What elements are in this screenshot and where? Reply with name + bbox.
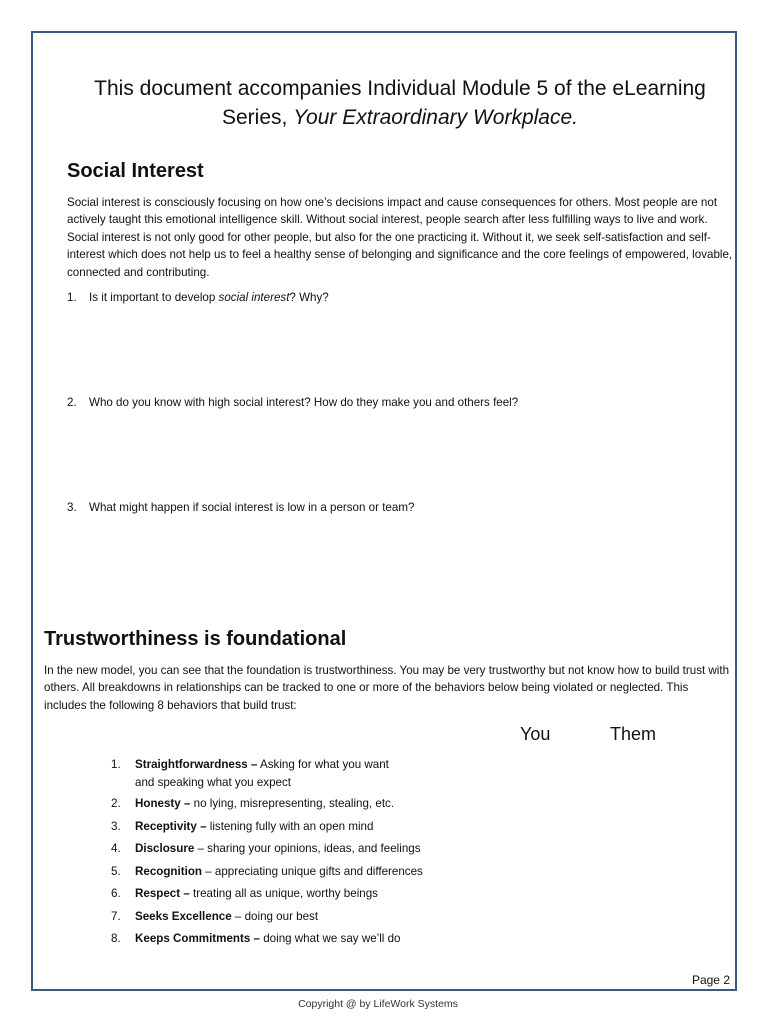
trust-heading: Trustworthiness is foundational <box>44 628 347 650</box>
behavior-description: – sharing your opinions, ideas, and feelings <box>194 842 421 855</box>
question-number: 1. <box>67 291 77 304</box>
behavior-item <box>111 885 471 903</box>
behavior-name: Receptivity – <box>135 819 207 833</box>
question-number: 3. <box>67 501 77 514</box>
behavior-description: listening fully with an open mind <box>206 819 374 833</box>
behavior-description: treating all as unique, worthy beings <box>189 887 378 900</box>
behavior-item <box>111 795 471 813</box>
question-number: 2. <box>67 396 77 409</box>
column-header-them: Them <box>610 724 657 744</box>
intro-series-label: Series, <box>222 106 294 129</box>
column-header-you: You <box>520 724 551 744</box>
behavior-name: Honesty – <box>135 797 191 810</box>
intro-text <box>60 74 740 132</box>
behavior-item <box>111 930 471 948</box>
behavior-number: 6. <box>111 887 121 900</box>
question-2 <box>67 395 518 411</box>
behavior-name: Respect – <box>135 887 190 900</box>
behavior-description: doing what we say we’ll do <box>260 932 401 945</box>
behavior-item <box>111 863 471 881</box>
behavior-description: no lying, misrepresenting, stealing, etc. <box>190 797 395 810</box>
question-text: Who do you know with high social interest? How do they make you and others feel? <box>89 396 519 409</box>
behavior-item <box>111 908 471 926</box>
behavior-number: 2. <box>111 797 121 810</box>
intro-line-2 <box>60 103 740 132</box>
behavior-item <box>111 840 471 858</box>
behavior-description: – appreciating unique gifts and differences <box>201 864 423 878</box>
social-interest-heading: Social Interest <box>67 160 204 182</box>
copyright-footer: Copyright @ by LifeWork Systems <box>298 998 458 1010</box>
question-emphasis: social interest <box>218 291 290 304</box>
behavior-name: Keeps Commitments – <box>135 932 260 945</box>
behavior-name: Seeks Excellence <box>135 909 232 923</box>
question-text: What might happen if social interest is low in a person or team? <box>89 501 415 514</box>
intro-line-1: This document accompanies Individual Module 5 of the eLearning <box>94 77 706 100</box>
behavior-number: 8. <box>111 932 121 945</box>
behavior-number: 7. <box>111 909 121 923</box>
behavior-item <box>111 818 471 836</box>
question-text-end: ? Why? <box>289 291 329 304</box>
question-text: Is it important to develop <box>89 291 219 304</box>
behavior-name: Straightforwardness – <box>135 758 258 771</box>
behavior-number: 3. <box>111 819 121 833</box>
question-3 <box>67 500 414 516</box>
behavior-description: Asking for what you want and speaking what you expect <box>135 758 389 789</box>
question-1 <box>67 290 329 306</box>
page-number: Page 2 <box>691 973 730 987</box>
behavior-name: Recognition <box>135 864 202 878</box>
trust-behaviors-list <box>111 756 471 948</box>
behavior-number: 1. <box>111 758 121 771</box>
social-interest-paragraph: Social interest is consciously focusing on how one’s decisions impact and cause consequences for others. Most people are not actively taught this emotional intelligence skill. Without social interest, people search after less fulfilling ways to live and work. Social interest is not only good for other people, but also for the one practicing it. Without it, we seek self-satisfaction and self-interest which does not help us to feel a healthy sense of belonging and significance and the core feelings of empowered, lovable, connected and contributing. <box>67 196 733 279</box>
behavior-description: – doing our best <box>231 909 319 923</box>
behavior-name: Disclosure <box>135 842 195 855</box>
intro-series-title: Your Extraordinary Workplace. <box>293 106 578 129</box>
behavior-number: 5. <box>111 864 121 878</box>
behavior-item <box>111 756 405 791</box>
trust-paragraph: In the new model, you can see that the foundation is trustworthiness. You may be very trustworthy but not know how to build trust with others. All breakdowns in relationships can be tracked to one or more of the behaviors below being violated or neglected. This includes the following 8 behaviors that build trust: <box>44 664 730 712</box>
behavior-number: 4. <box>111 842 121 855</box>
